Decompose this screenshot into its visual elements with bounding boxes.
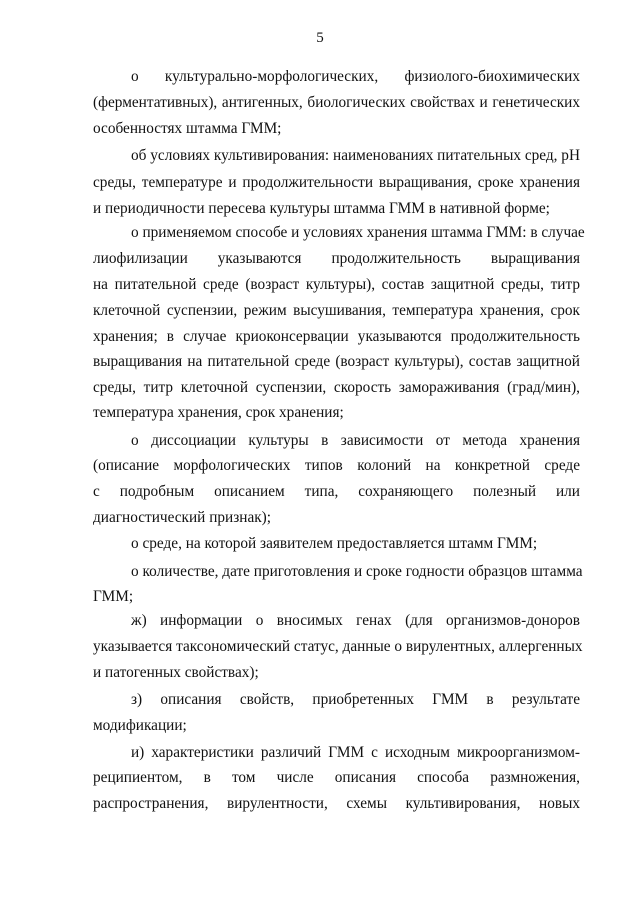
text-line: лиофилизации указываются продолжительность выращивания (93, 250, 580, 267)
text-line: с подробным описанием типа, сохраняющего полезный или (93, 483, 580, 500)
text-line: особенностях штамма ГММ; (93, 120, 282, 137)
text-line: модификации; (93, 717, 187, 734)
text-line: о количестве, дате приготовления и сроке годности образцов штамма (131, 563, 583, 580)
text-line: о применяемом способе и условиях хранения штамма ГММ: в случае (131, 224, 585, 241)
text-line: указывается таксономический статус, данные о вирулентных, аллергенных (93, 638, 583, 655)
text-line: температура хранения, срок хранения; (93, 404, 344, 421)
text-line: о среде, на которой заявителем предоставляется штамм ГММ; (131, 535, 538, 552)
text-line: среды, титр клеточной суспензии, скорость замораживания (град/мин), (93, 379, 580, 396)
text-line: распространения, вирулентности, схемы культивирования, новых (93, 795, 580, 812)
text-line: диагностический признак); (93, 509, 272, 526)
text-line: (ферментативных), антигенных, биологических свойствах и генетических (93, 94, 580, 111)
text-line: об условиях культивирования: наименованиях питательных сред, pH (131, 147, 580, 164)
text-line: и патогенных свойствах); (93, 664, 259, 681)
text-line: ГММ; (93, 588, 134, 605)
text-line: и периодичности пересева культуры штамма ГММ в нативной форме; (93, 200, 550, 217)
text-line: реципиентом, в том числе описания способа размножения, (93, 769, 580, 786)
text-line: з) описания свойств, приобретенных ГММ в результате (131, 691, 580, 708)
text-line: среды, температуре и продолжительности выращивания, сроке хранения (93, 174, 580, 191)
text-line: клеточной суспензии, режим высушивания, температура хранения, срок (93, 302, 580, 319)
text-line: о культурально-морфологических, физиолого-биохимических (131, 68, 580, 85)
text-line: на питательной среде (возраст культуры), состав защитной среды, титр (93, 276, 580, 293)
text-line: и) характеристики различий ГММ с исходным микроорганизмом- (131, 744, 580, 761)
text-line: выращивания на питательной среде (возраст культуры), состав защитной (93, 353, 580, 370)
text-line: о диссоциации культуры в зависимости от метода хранения (131, 432, 580, 449)
page-number: 5 (316, 30, 324, 46)
text-line: ж) информации о вносимых генах (для организмов-доноров (131, 612, 580, 629)
text-line: хранения; в случае криоконсервации указываются продолжительность (93, 328, 580, 345)
text-line: (описание морфологических типов колоний на конкретной среде (93, 457, 580, 474)
